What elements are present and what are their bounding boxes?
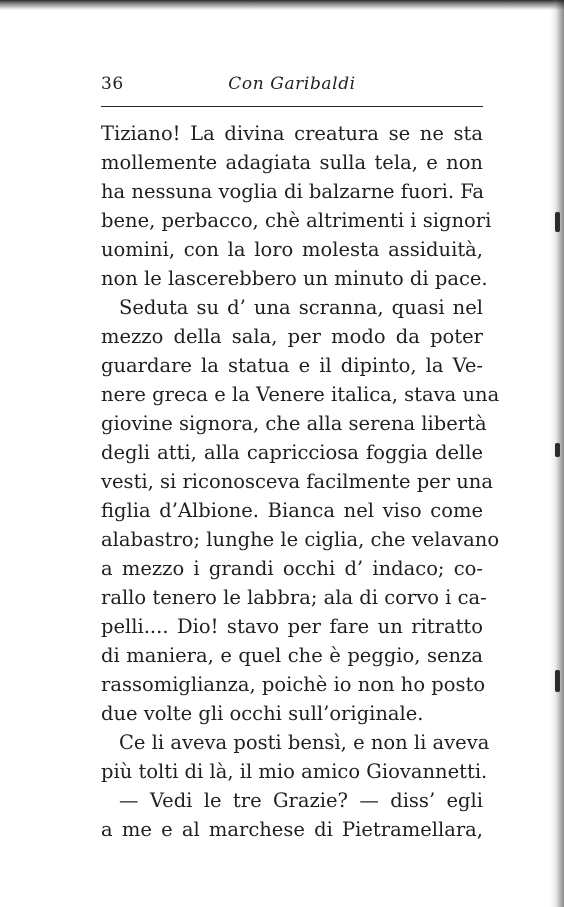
text-line: più tolti di là, il mio amico Giovannetti. xyxy=(101,760,488,783)
text-line: Seduta su d’ una scranna, quasi nel xyxy=(119,296,483,319)
header-rule xyxy=(101,106,483,107)
text-line: a me e al marchese di Pietramellara, xyxy=(101,818,483,841)
page-number: 36 xyxy=(101,74,124,94)
binding-mark xyxy=(555,443,560,457)
text-line: rassomiglianza, poichè io non ho posto xyxy=(101,673,486,696)
text-line: guardare la statua e il dipinto, la Ve- xyxy=(101,354,483,377)
text-line: pelli.... Dio! stavo per fare un ritratto xyxy=(101,615,483,638)
text-line: bene, perbacco, chè altrimenti i signori xyxy=(101,209,492,232)
page-binding-edge xyxy=(550,0,564,907)
body-text xyxy=(101,119,500,844)
text-line: non le lascerebbero un minuto di pace. xyxy=(101,267,488,290)
text-line: degli atti, alla capricciosa foggia delle xyxy=(101,441,483,464)
running-title: Con Garibaldi xyxy=(228,74,356,94)
text-line: mollemente adagiata sulla tela, e non xyxy=(101,151,483,174)
text-line: a mezzo i grandi occhi d’ indaco; co- xyxy=(101,557,483,580)
text-line: Tiziano! La divina creatura se ne sta xyxy=(101,122,483,145)
binding-mark xyxy=(555,670,560,692)
text-line: di maniera, e quel che è peggio, senza xyxy=(101,644,483,667)
text-line: alabastro; lunghe le ciglia, che velavano xyxy=(101,528,500,551)
text-line: nere greca e la Venere italica, stava una xyxy=(101,383,500,406)
page-header xyxy=(101,72,483,100)
text-line: — Vedi le tre Grazie? — diss’ egli xyxy=(119,789,483,812)
text-line: mezzo della sala, per modo da poter xyxy=(101,325,483,348)
binding-mark xyxy=(555,212,560,232)
text-line: due volte gli occhi sull’originale. xyxy=(101,702,424,725)
text-line: vesti, si riconosceva facilmente per una xyxy=(101,470,493,493)
text-line: rallo tenero le labbra; ala di corvo i ca- xyxy=(101,586,487,609)
page-top-edge-shadow xyxy=(0,0,564,10)
text-line: giovine signora, che alla serena libertà xyxy=(101,412,487,435)
text-line: uomini, con la loro molesta assiduità, xyxy=(101,238,483,261)
text-line: figlia d’Albione. Bianca nel viso come xyxy=(101,499,483,522)
text-line: ha nessuna voglia di balzarne fuori. Fa xyxy=(101,180,485,203)
text-line: Ce li aveva posti bensì, e non li aveva xyxy=(119,731,490,754)
